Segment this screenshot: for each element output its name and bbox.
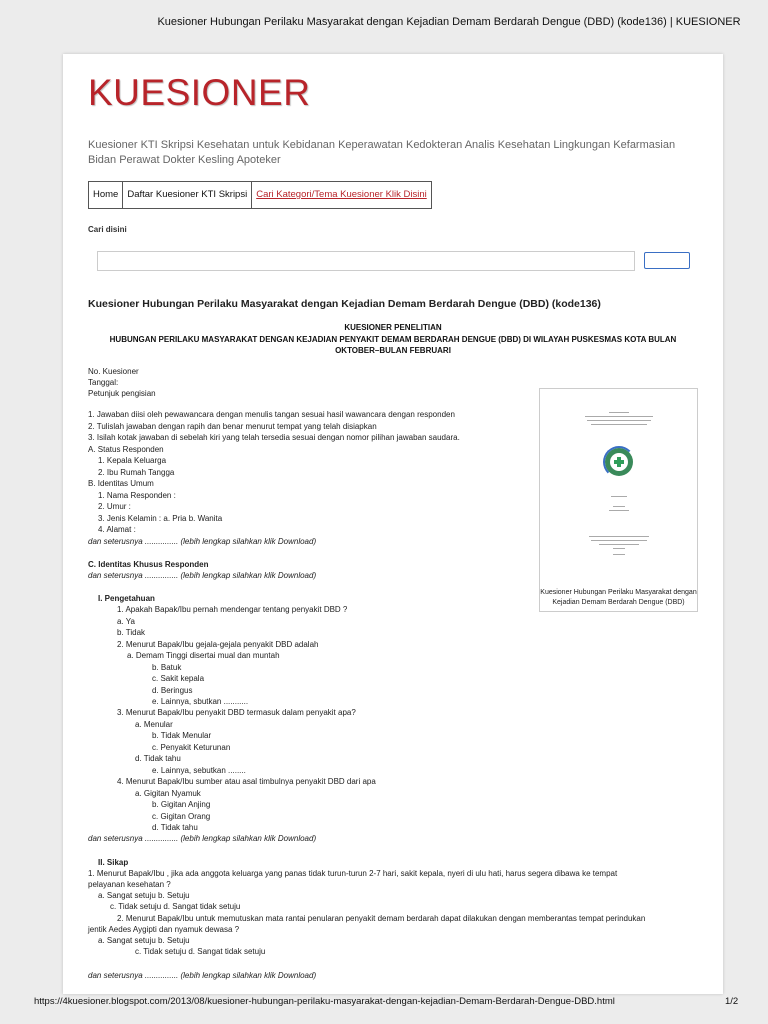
download-note: dan seterusnya ............... (lebih lengkap silahkan klik Download) — [88, 537, 317, 546]
text-line: 3. Menurut Bapak/Ibu penyakit DBD termasuk dalam penyakit apa? — [117, 708, 356, 717]
thumbnail-caption[interactable]: Kuesioner Hubungan Perilaku Masyarakat dengan Kejadian Demam Berdarah Dengue (DBD) — [540, 589, 697, 606]
text-line: d. Tidak tahu — [135, 754, 181, 763]
text-line: b. Gigitan Anjing — [152, 800, 211, 809]
text-line: b. Tidak — [117, 628, 146, 637]
heading-kuesioner-penelitian: KUESIONER PENELITIAN — [344, 323, 442, 332]
download-note: dan seterusnya ............... (lebih lengkap silahkan klik Download) — [88, 834, 317, 843]
text-line: A. Status Responden — [88, 445, 164, 454]
text-line: 4. Alamat : — [98, 525, 136, 534]
heading-periode: OKTOBER–BULAN FEBRUARI — [335, 346, 451, 355]
nav-bar — [88, 181, 432, 209]
section-heading: I. Pengetahuan — [98, 594, 155, 603]
text-line: a. Demam Tinggi disertai mual dan muntah — [127, 651, 280, 660]
download-note: dan seterusnya ............... (lebih lengkap silahkan klik Download) — [88, 971, 317, 980]
text-line: No. Kuesioner — [88, 367, 139, 376]
nav-daftar-kuesioner[interactable]: Daftar Kuesioner KTI Skripsi — [123, 182, 252, 208]
text-line: e. Lainnya, sbutkan ........... — [152, 697, 249, 706]
search-label: Cari disini — [88, 225, 127, 234]
text-line: 1. Kepala Keluarga — [98, 456, 167, 465]
text-line: c. Penyakit Keturunan — [152, 743, 231, 752]
thumbnail-cover — [541, 390, 696, 582]
text-line: 3. Isilah kotak jawaban di sebelah kiri yang telah tersedia sesuai dengan nomor pilihan jawaban saudara. — [88, 433, 460, 442]
text-line: c. Tidak setuju d. Sangat tidak setuju — [135, 947, 266, 956]
text-line: d. Beringus — [152, 686, 193, 695]
text-line: B. Identitas Umum — [88, 479, 154, 488]
print-header: Kuesioner Hubungan Perilaku Masyarakat dengan Kejadian Demam Berdarah Dengue (DBD) (kode136) | KUESIONER — [157, 16, 741, 28]
text-line: 1. Apakah Bapak/Ibu pernah mendengar tentang penyakit DBD ? — [117, 605, 348, 614]
text-line: jentik Aedes Aygipti dan nyamuk dewasa ? — [88, 925, 240, 934]
document-thumbnail[interactable] — [539, 388, 698, 612]
text-line: 4. Menurut Bapak/Ibu sumber atau asal timbulnya penyakit DBD dari apa — [117, 777, 376, 786]
text-line: 1. Jawaban diisi oleh pewawancara dengan menulis tangan sesuai hasil wawancara dengan responden — [88, 410, 455, 419]
text-line: a. Menular — [135, 720, 173, 729]
blog-description: Kuesioner KTI Skripsi Kesehatan untuk Kebidanan Keperawatan Kedokteran Analis Kesehatan Lingkungan Kefarmasian Bidan Perawat Dokter Kesling Apoteker — [88, 139, 676, 166]
text-line: 2. Menurut Bapak/Ibu gejala-gejala penyakit DBD adalah — [117, 640, 319, 649]
university-logo-icon — [605, 448, 633, 476]
nav-home[interactable]: Home — [89, 182, 123, 208]
text-line: Tanggal: — [88, 378, 119, 387]
text-line: 1. Menurut Bapak/Ibu , jika ada anggota keluarga yang panas tidak turun-turun 2-7 hari, sakit kepala, nyeri di ulu hati, harus segera dibawa ke tempat — [88, 869, 618, 878]
text-line: e. Lainnya, sebutkan ........ — [152, 766, 246, 775]
nav-cari-kategori[interactable]: Cari Kategori/Tema Kuesioner Klik Disini — [256, 189, 427, 200]
post-title[interactable]: Kuesioner Hubungan Perilaku Masyarakat dengan Kejadian Demam Berdarah Dengue (DBD) (kode136) — [88, 298, 601, 310]
heading-judul: HUBUNGAN PERILAKU MASYARAKAT DENGAN KEJADIAN PENYAKIT DEMAM BERDARAH DENGUE (DBD) DI WILAYAH PUSKESMAS KOTA BULAN — [109, 334, 677, 344]
footer-page-number: 1/2 — [725, 996, 739, 1007]
text-line: Petunjuk pengisian — [88, 389, 156, 398]
text-line: pelayanan kesehatan ? — [88, 880, 171, 889]
text-line: C. Identitas Khusus Responden — [88, 560, 209, 569]
search-button[interactable] — [644, 252, 690, 269]
text-line: 2. Umur : — [98, 502, 131, 511]
download-note: dan seterusnya ............... (lebih lengkap silahkan klik Download) — [88, 571, 317, 580]
text-line: d. Tidak tahu — [152, 823, 198, 832]
text-line: a. Gigitan Nyamuk — [135, 789, 201, 798]
section-heading: II. Sikap — [98, 858, 129, 867]
text-line: 2. Menurut Bapak/Ibu untuk memutuskan mata rantai penularan penyakit demam berdarah dapat dilakukan dengan memberantas tempat perindukan — [117, 914, 646, 923]
search-input[interactable] — [97, 251, 635, 271]
text-line: c. Gigitan Orang — [152, 812, 211, 821]
text-line: 2. Ibu Rumah Tangga — [98, 468, 175, 477]
text-line: 3. Jenis Kelamin : a. Pria b. Wanita — [98, 514, 223, 523]
text-line: a. Sangat setuju b. Setuju — [98, 891, 190, 900]
text-line: b. Tidak Menular — [152, 731, 212, 740]
questionnaire-heading — [88, 322, 698, 357]
text-line: a. Ya — [117, 617, 135, 626]
text-line: 1. Nama Responden : — [98, 491, 176, 500]
text-line: c. Sakit kepala — [152, 674, 205, 683]
text-line: c. Tidak setuju d. Sangat tidak setuju — [110, 902, 241, 911]
blog-title[interactable]: KUESIONER — [88, 72, 311, 113]
text-line: 2. Tulislah jawaban dengan rapih dan benar menurut tempat yang telah disiapkan — [88, 422, 377, 431]
footer-url: https://4kuesioner.blogspot.com/2013/08/kuesioner-hubungan-perilaku-masyarakat-dengan-kejadian-Demam-Berdarah-Dengue-DBD.html — [34, 996, 615, 1007]
page — [63, 54, 723, 994]
text-line: b. Batuk — [152, 663, 182, 672]
text-line: a. Sangat setuju b. Setuju — [98, 936, 190, 945]
